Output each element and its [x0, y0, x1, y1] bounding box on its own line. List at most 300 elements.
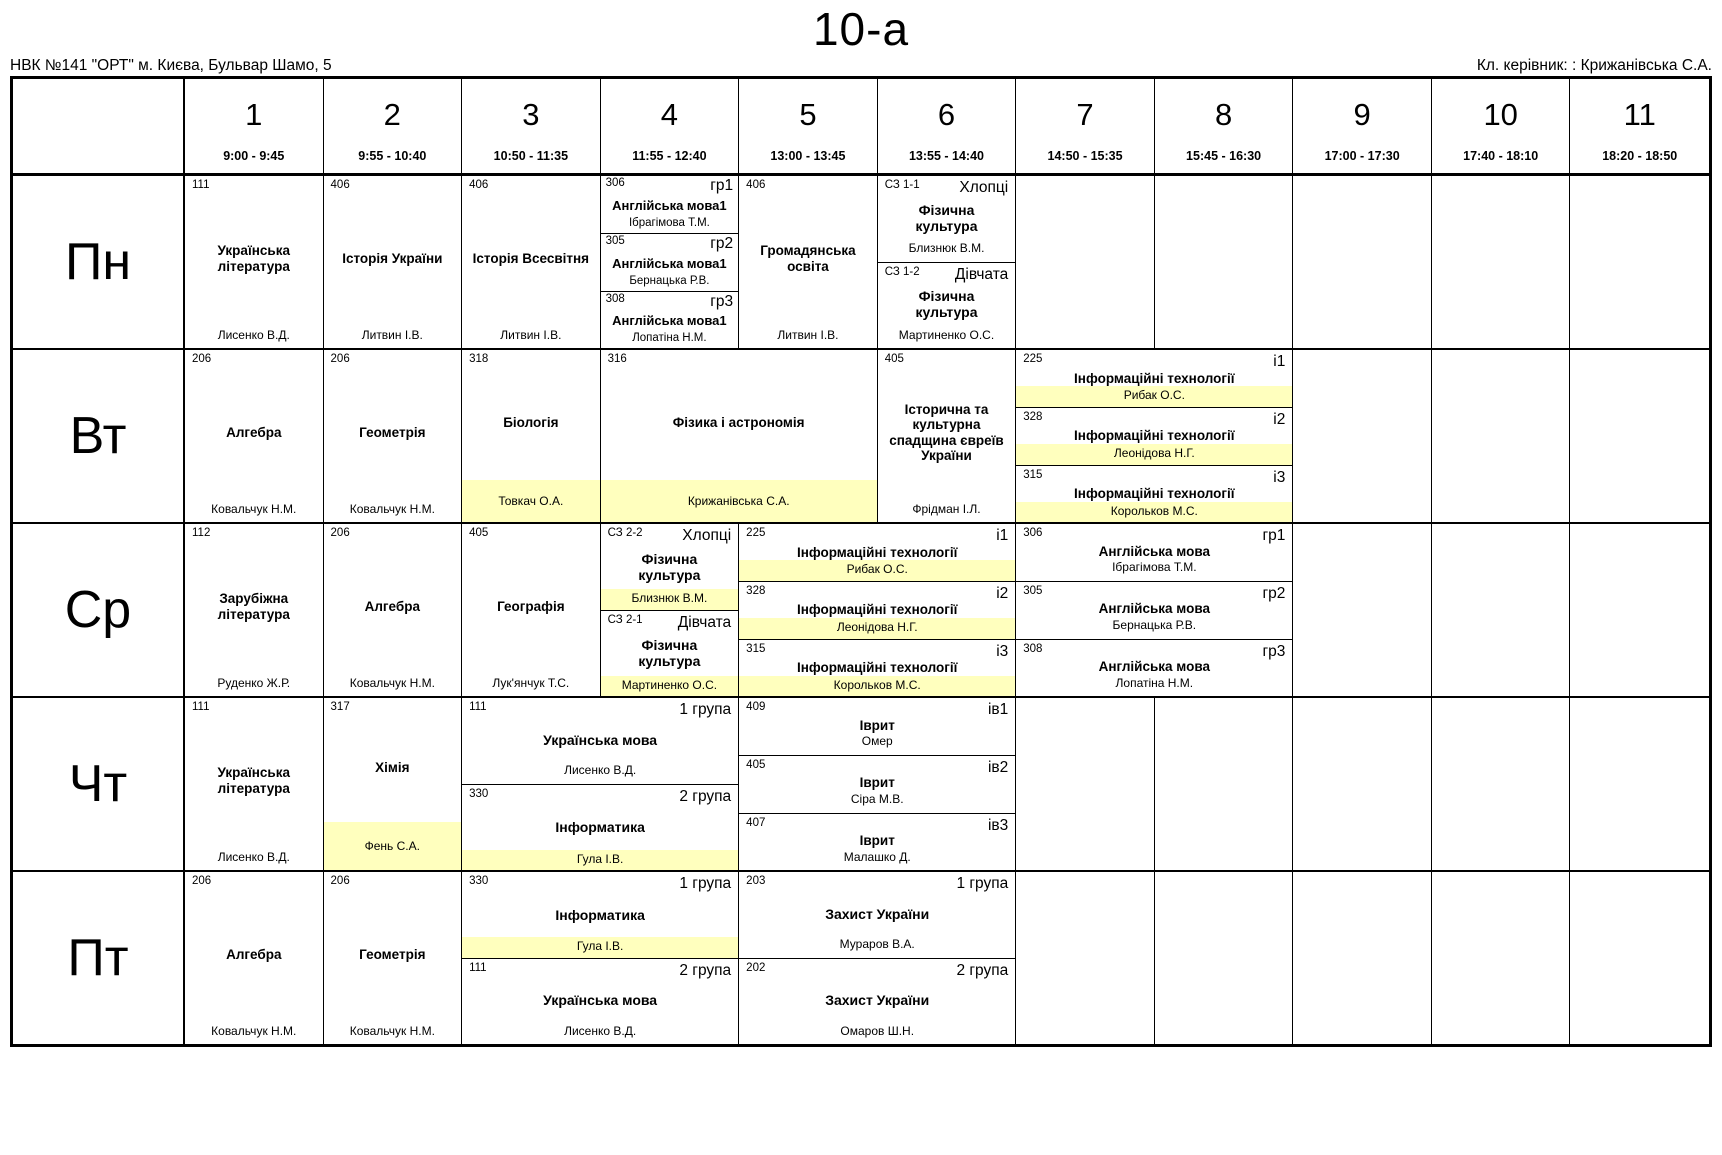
lesson-block-header	[1016, 408, 1292, 428]
subject-label: Інформаційні технології	[796, 602, 958, 618]
room-number: 330	[469, 875, 489, 888]
lesson-block-header	[601, 611, 739, 631]
teacher-name: Гула І.В.	[462, 850, 738, 870]
lesson-block-header	[1016, 582, 1292, 602]
lesson-block-header	[462, 698, 738, 718]
room-number: 225	[1023, 353, 1043, 366]
lesson-block-header	[1016, 350, 1292, 370]
subject-label: Інформатика	[555, 906, 645, 923]
lesson-cell	[185, 176, 324, 348]
lesson-block-header	[739, 524, 1015, 544]
school-name: НВК №141 "ОРТ" м. Києва, Бульвар Шамо, 5	[10, 56, 332, 74]
room-number: 308	[1023, 642, 1043, 655]
lesson-block	[739, 176, 877, 348]
teacher-name: Ковальчук Н.М.	[349, 675, 435, 690]
empty-cell	[1570, 524, 1709, 696]
subject-label: Геометрія	[359, 947, 426, 963]
subject-label: Іврит	[859, 832, 895, 848]
lesson-block-header	[462, 350, 600, 366]
lesson-block	[739, 959, 1015, 1045]
period-time: 14:50 - 15:35	[1047, 148, 1123, 163]
lesson-block	[324, 176, 462, 348]
subject-label: Географія	[497, 599, 565, 615]
room-number: 206	[192, 353, 212, 366]
page-title: 10-а	[812, 3, 910, 55]
lesson-block-header	[185, 350, 323, 366]
group-label: Хлопці	[682, 527, 732, 545]
lesson-cell	[601, 176, 740, 348]
subject-label: Історія України	[342, 251, 443, 267]
room-number: 305	[1023, 584, 1043, 597]
lesson-block-header	[601, 350, 877, 366]
subject-label: Англійська мова1	[612, 197, 727, 213]
lesson-block	[462, 350, 600, 522]
lesson-cell	[739, 524, 1016, 696]
teacher-name: Корольков М.С.	[739, 676, 1015, 696]
lesson-block-header	[185, 872, 323, 888]
lesson-cell	[185, 350, 324, 522]
lesson-block	[324, 698, 462, 870]
lesson-block-header	[739, 872, 1015, 892]
teacher-name: Фень С.А.	[324, 822, 462, 870]
lesson-cell	[878, 176, 1017, 348]
teacher-name: Ковальчук Н.М.	[349, 501, 435, 516]
period-number: 6	[937, 96, 956, 132]
room-number: 111	[469, 701, 487, 714]
lesson-block	[462, 176, 600, 348]
lesson-block-header	[462, 524, 600, 540]
lesson-block	[878, 263, 1016, 349]
teacher-name: Лопатіна Н.М.	[632, 332, 707, 345]
teacher-name: Бернацька Р.В.	[629, 274, 710, 287]
empty-cell	[1293, 350, 1432, 522]
group-label: ів1	[987, 701, 1009, 719]
day-row	[13, 872, 1709, 1044]
subject-label: Хімія	[375, 760, 410, 776]
empty-cell	[1432, 176, 1571, 348]
room-number: СЗ 2-2	[607, 527, 643, 540]
teacher-name: Мартиненко О.С.	[601, 676, 739, 696]
teacher-name: Лопатіна Н.М.	[1115, 675, 1194, 690]
subject-label: Біологія	[503, 415, 559, 431]
period-header	[601, 79, 740, 173]
teacher-name: Рибак О.С.	[1016, 386, 1292, 406]
room-number: 306	[1023, 527, 1043, 540]
room-number: 406	[746, 179, 766, 192]
lesson-block-header	[739, 176, 877, 192]
room-number: 202	[746, 961, 766, 974]
empty-cell	[1293, 872, 1432, 1044]
period-time: 10:50 - 11:35	[493, 148, 569, 163]
room-number: 315	[1023, 468, 1043, 481]
lesson-cell	[185, 524, 324, 696]
lesson-block	[601, 524, 739, 611]
group-label: Хлопці	[959, 179, 1009, 197]
day-label: Ср	[13, 524, 185, 696]
room-number: 405	[746, 758, 766, 771]
period-header	[1155, 79, 1294, 173]
period-number: 1	[245, 96, 263, 132]
lesson-cell	[462, 698, 739, 870]
group-label: і1	[996, 527, 1009, 545]
teacher-name: Ібрагімова Т.М.	[628, 217, 710, 230]
room-number: 328	[1023, 410, 1043, 423]
lesson-block	[185, 350, 323, 522]
empty-cell	[1155, 872, 1294, 1044]
day-label: Вт	[13, 350, 185, 522]
lesson-block	[324, 872, 462, 1044]
timetable-header-row	[13, 79, 1709, 176]
group-label: і2	[1273, 410, 1286, 428]
lesson-block-header	[324, 350, 462, 366]
lesson-cell	[324, 698, 463, 870]
room-number: 405	[884, 353, 904, 366]
timetable	[10, 76, 1712, 1047]
period-header	[1016, 79, 1155, 173]
day-label: Чт	[13, 698, 185, 870]
teacher-name: Близнюк В.М.	[908, 241, 985, 256]
period-number: 9	[1353, 96, 1371, 132]
lesson-block-header	[878, 176, 1016, 196]
teacher-name: Ковальчук Н.М.	[349, 1023, 435, 1038]
lesson-block-header	[878, 350, 1016, 366]
lesson-cell	[739, 176, 878, 348]
subject-label: Англійська мова	[1098, 658, 1210, 674]
lesson-block-header	[739, 756, 1015, 776]
room-number: 206	[330, 353, 350, 366]
teacher-name: Лисенко В.Д.	[217, 327, 290, 342]
lesson-cell	[739, 872, 1016, 1044]
header-corner-cell	[13, 79, 185, 173]
lesson-block-header	[739, 698, 1015, 718]
lesson-cell	[462, 350, 601, 522]
room-number: 328	[746, 584, 766, 597]
lesson-cell	[739, 698, 1016, 870]
day-row	[13, 698, 1709, 872]
empty-cell	[1432, 872, 1571, 1044]
room-number: СЗ 2-1	[607, 613, 643, 626]
room-number: 407	[746, 816, 766, 829]
teacher-name: Мураров В.А.	[839, 937, 915, 952]
teacher-name: Омаров Ш.Н.	[840, 1023, 915, 1038]
lesson-block	[739, 756, 1015, 814]
lesson-block-header	[324, 176, 462, 192]
lesson-cell	[601, 524, 740, 696]
lesson-block	[185, 698, 323, 870]
period-header	[1432, 79, 1571, 173]
room-number: СЗ 1-1	[884, 179, 920, 192]
teacher-name: Корольков М.С.	[1016, 502, 1292, 522]
subject-label: Фізика і астрономія	[672, 415, 805, 431]
period-header	[1293, 79, 1432, 173]
period-header	[1570, 79, 1709, 173]
lesson-block	[601, 176, 739, 234]
lesson-block	[601, 350, 877, 522]
lesson-block	[878, 176, 1016, 263]
group-label: 1 група	[956, 875, 1009, 893]
lesson-block-header	[739, 582, 1015, 602]
empty-cell	[1155, 698, 1294, 870]
group-label: 2 група	[679, 787, 732, 805]
teacher-name: Литвин І.В.	[361, 327, 423, 342]
teacher-name: Литвин І.В.	[500, 327, 562, 342]
group-label: гр2	[1262, 584, 1286, 602]
teacher-name: Крижанівська С.А.	[601, 480, 877, 522]
group-label: 2 група	[679, 961, 732, 979]
subject-label: Інформатика	[555, 819, 645, 836]
lesson-block	[462, 698, 738, 785]
lesson-block	[324, 350, 462, 522]
period-number: 11	[1623, 96, 1656, 132]
subject-label: Історична та культурна спадщина євреїв України	[889, 401, 1004, 464]
lesson-block	[462, 524, 600, 696]
lesson-block-header	[739, 814, 1015, 834]
lesson-block	[1016, 466, 1292, 523]
period-time: 11:55 - 12:40	[632, 148, 707, 163]
teacher-name: Лисенко В.Д.	[564, 763, 637, 778]
group-label: і3	[996, 642, 1009, 660]
room-number: 409	[746, 701, 766, 714]
day-label: Пт	[13, 872, 185, 1044]
period-number: 7	[1076, 96, 1094, 132]
subject-label: Алгебра	[226, 947, 282, 963]
teacher-name: Близнюк В.М.	[601, 589, 739, 609]
period-time: 13:00 - 13:45	[770, 148, 846, 163]
subject-label: Українська література	[217, 243, 290, 274]
group-label: Дівчата	[677, 613, 732, 631]
period-number: 8	[1214, 96, 1233, 132]
lesson-block-header	[878, 263, 1016, 283]
group-label: Дівчата	[954, 265, 1009, 283]
group-label: і3	[1273, 468, 1286, 486]
teacher-name: Ковальчук Н.М.	[211, 501, 297, 516]
subject-label: Інформаційні технології	[796, 659, 958, 675]
teacher-name: Лисенко В.Д.	[217, 849, 290, 864]
subject-label: Англійська мова1	[612, 313, 727, 329]
period-time: 17:40 - 18:10	[1463, 148, 1539, 163]
teacher-name: Лук'янчук Т.С.	[492, 675, 570, 690]
lesson-block-header	[324, 698, 462, 714]
room-number: 112	[192, 527, 211, 540]
teacher-name: Литвин І.В.	[777, 327, 839, 342]
lesson-block	[1016, 524, 1292, 582]
room-number: 317	[330, 701, 350, 714]
room-number: 206	[330, 527, 350, 540]
period-time: 9:55 - 10:40	[358, 148, 427, 163]
lesson-cell	[878, 350, 1017, 522]
teacher-name: Гула І.В.	[462, 937, 738, 957]
subject-label: Інформаційні технології	[1074, 485, 1235, 501]
lesson-block-header	[739, 640, 1015, 660]
info-line	[10, 57, 1712, 76]
class-teacher: Кл. керівник: : Крижанівська С.А.	[1476, 56, 1712, 74]
lesson-block	[878, 350, 1016, 522]
subject-label: Захист України	[825, 992, 930, 1009]
subject-label: Англійська мова	[1098, 543, 1210, 559]
period-header	[739, 79, 878, 173]
lesson-cell	[462, 524, 601, 696]
lesson-cell	[324, 176, 463, 348]
subject-label: Інформаційні технології	[1074, 428, 1235, 444]
day-row	[13, 524, 1709, 698]
room-number: СЗ 1-2	[884, 265, 920, 278]
empty-cell	[1016, 872, 1155, 1044]
lesson-block	[462, 959, 738, 1045]
lesson-block-header	[1016, 466, 1292, 486]
lesson-block-header	[601, 524, 739, 544]
empty-cell	[1570, 872, 1709, 1044]
teacher-name: Омер	[861, 734, 893, 749]
period-time: 15:45 - 16:30	[1186, 148, 1262, 163]
room-number: 405	[469, 527, 489, 540]
subject-label: Англійська мова	[1098, 601, 1210, 617]
teacher-name: Товкач О.А.	[462, 480, 600, 522]
lesson-block	[601, 234, 739, 292]
subject-label: Іврит	[859, 717, 895, 733]
subject-label: Іврит	[859, 775, 895, 791]
subject-label: Інформаційні технології	[796, 544, 958, 560]
lesson-block-header	[1016, 640, 1292, 660]
lesson-block	[462, 872, 738, 959]
teacher-name: Ібрагімова Т.М.	[1112, 560, 1197, 575]
group-label: гр1	[1262, 527, 1286, 545]
room-number: 225	[746, 527, 766, 540]
lesson-block	[601, 292, 739, 349]
empty-cell	[1016, 698, 1155, 870]
period-time: 9:00 - 9:45	[223, 148, 285, 163]
group-label: гр2	[710, 234, 734, 252]
room-number: 316	[607, 353, 627, 366]
day-label: Пн	[13, 176, 185, 348]
lesson-block	[185, 176, 323, 348]
room-number: 111	[469, 961, 487, 974]
room-number: 330	[469, 787, 489, 800]
empty-cell	[1293, 698, 1432, 870]
lesson-block-header	[601, 292, 739, 310]
lesson-block-header	[462, 176, 600, 192]
lesson-block-header	[601, 176, 739, 194]
subject-label: Громадянська освіта	[760, 243, 856, 274]
room-number: 406	[330, 179, 350, 192]
lesson-block	[601, 611, 739, 697]
room-number: 206	[330, 875, 350, 888]
subject-label: Українська мова	[543, 992, 658, 1009]
group-label: 1 група	[679, 875, 732, 893]
lesson-block	[739, 872, 1015, 959]
subject-label: Алгебра	[226, 425, 282, 441]
lesson-cell	[462, 872, 739, 1044]
subject-label: Українська мова	[543, 731, 658, 748]
lesson-cell	[185, 698, 324, 870]
subject-label: Фізична культура	[915, 288, 978, 321]
group-label: гр3	[1262, 642, 1286, 660]
lesson-cell	[324, 350, 463, 522]
lesson-cell	[462, 176, 601, 348]
subject-label: Захист України	[825, 905, 930, 922]
room-number: 306	[605, 177, 625, 190]
lesson-block	[739, 640, 1015, 697]
empty-cell	[1293, 176, 1432, 348]
room-number: 111	[192, 179, 210, 192]
lesson-cell	[324, 872, 463, 1044]
lesson-block	[739, 814, 1015, 871]
empty-cell	[1016, 176, 1155, 348]
teacher-name: Ковальчук Н.М.	[211, 1023, 297, 1038]
teacher-name: Руденко Ж.Р.	[217, 675, 291, 690]
lesson-block	[1016, 350, 1292, 408]
lesson-cell	[1016, 524, 1293, 696]
teacher-name: Леонідова Н.Г.	[1016, 444, 1292, 464]
group-label: ів3	[987, 816, 1009, 834]
lesson-block	[1016, 640, 1292, 697]
teacher-name: Фрідман І.Л.	[912, 501, 981, 516]
lesson-block	[739, 582, 1015, 640]
period-number: 5	[799, 96, 817, 132]
period-number: 3	[522, 96, 540, 132]
lesson-block	[324, 524, 462, 696]
lesson-block	[462, 785, 738, 871]
subject-label: Англійська мова1	[612, 255, 727, 271]
lesson-block-header	[1016, 524, 1292, 544]
group-label: гр1	[710, 177, 734, 195]
room-number: 315	[746, 642, 766, 655]
empty-cell	[1570, 698, 1709, 870]
subject-label: Історія Всесвітня	[472, 251, 590, 267]
room-number: 111	[192, 701, 210, 714]
period-time: 13:55 - 14:40	[908, 148, 985, 163]
subject-label: Фізична культура	[638, 637, 701, 670]
lesson-cell	[185, 872, 324, 1044]
room-number: 308	[605, 292, 625, 305]
subject-label: Зарубіжна література	[217, 591, 290, 622]
room-number: 203	[746, 875, 766, 888]
lesson-block	[739, 524, 1015, 582]
group-label: 2 група	[956, 961, 1009, 979]
teacher-name: Мартиненко О.С.	[898, 327, 995, 342]
lesson-block-header	[185, 176, 323, 192]
lesson-block	[1016, 582, 1292, 640]
period-number: 2	[383, 96, 401, 132]
teacher-name: Бернацька Р.В.	[1112, 618, 1197, 633]
subject-label: Інформаційні технології	[1074, 370, 1235, 386]
group-label: гр3	[710, 292, 734, 310]
empty-cell	[1293, 524, 1432, 696]
group-label: 1 група	[679, 701, 732, 719]
empty-cell	[1432, 698, 1571, 870]
teacher-name: Лисенко В.Д.	[564, 1023, 637, 1038]
lesson-block-header	[324, 872, 462, 888]
day-row	[13, 176, 1709, 350]
teacher-name: Малашко Д.	[843, 849, 911, 864]
lesson-block-header	[324, 524, 462, 540]
teacher-name: Сіра М.В.	[850, 792, 904, 807]
lesson-block	[1016, 408, 1292, 466]
room-number: 206	[192, 875, 212, 888]
lesson-cell	[324, 524, 463, 696]
subject-label: Геометрія	[359, 425, 426, 441]
lesson-block-header	[462, 959, 738, 979]
subject-label: Алгебра	[364, 599, 420, 615]
lesson-block-header	[739, 959, 1015, 979]
lesson-block	[185, 872, 323, 1044]
empty-cell	[1155, 176, 1294, 348]
period-number: 4	[660, 96, 679, 132]
lesson-cell	[601, 350, 878, 522]
lesson-block-header	[462, 785, 738, 805]
period-time: 18:20 - 18:50	[1602, 148, 1678, 163]
lesson-block-header	[601, 234, 739, 252]
empty-cell	[1570, 176, 1709, 348]
